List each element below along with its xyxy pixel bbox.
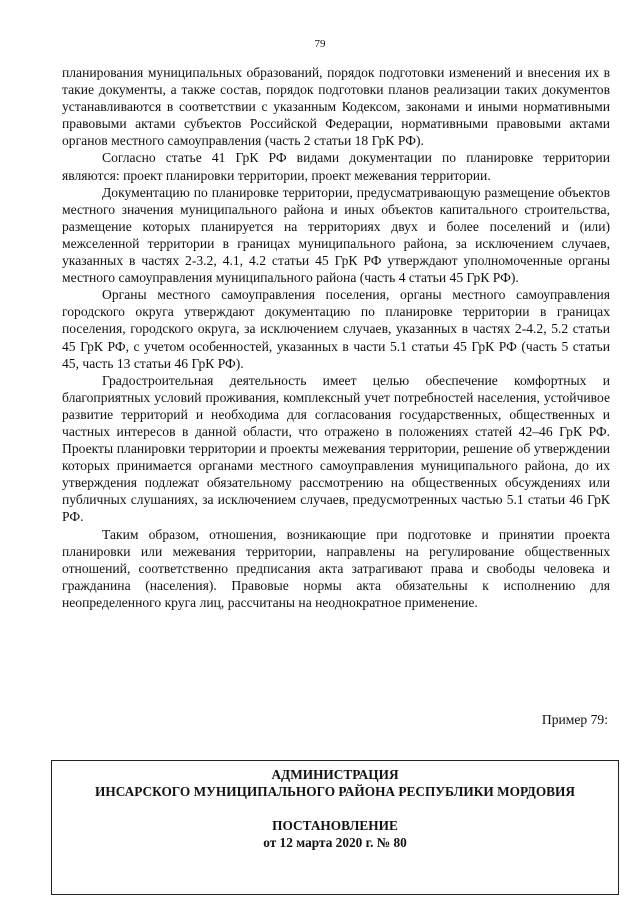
page-number: 79	[314, 38, 326, 50]
paragraph-documentation-types: Согласно статье 41 ГрК РФ видами документации по планировке территории являются: проект планировки территории, проект межевания территории.	[62, 150, 610, 183]
document-header-box	[51, 760, 619, 895]
body-text	[62, 64, 610, 611]
example-label: Пример 79:	[541, 712, 608, 727]
paragraph-conclusion: Таким образом, отношения, возникающие при подготовке и принятии проекта планировки или межевания территории, направлены на регулирование общественных отношений, соответственно предписания акта затрагивают права и свободы человека и гражданина (населения). Правовые нормы акта обязательны к исполнению для неопределенного круга лиц, рассчитаны на неоднократное применение.	[62, 526, 610, 610]
paragraph-district-approval: Документацию по планировке территории, предусматривающую размещение объектов местного значения муниципального района и иных объектов капитального строительства, размещение которых планируется на территориях двух и более поселений и (или) межселенной территории в границах муниципального района, за исключением случаев, указанных в частях 2-3.2, 4.1, 4.2 статьи 45 ГрК РФ утверждают уполномоченные органы местного самоуправления муниципального района (часть 4 статьи 45 ГрК РФ).	[62, 184, 610, 286]
org-title-line2: ИНСАРСКОГО МУНИЦИПАЛЬНОГО РАЙОНА РЕСПУБЛИКИ МОРДОВИЯ	[95, 784, 575, 799]
paragraph-settlement-approval: Органы местного самоуправления поселения, органы местного самоуправления городского округа утверждают документацию по планировке территории в границах поселения, городского округа, за исключением случаев, указанных в частях 2-4.2, 5.2 статьи 45 ГрК РФ, с учетом особенностей, указанных в части 5.1 статьи 45 ГрК РФ (часть 5 статьи 45, часть 13 статьи 46 ГрК РФ).	[62, 287, 610, 371]
org-title-line1: АДМИНИСТРАЦИЯ	[271, 767, 399, 782]
paragraph-continuation: планирования муниципальных образований, порядок подготовки изменений и внесения их в такие документы, а также состав, порядок подготовки планов реализации таких документов устанавливаются в соответствии с указанным Кодексом, законами и иными нормативными правовыми актами субъектов Российской Федерации, нормативными правовыми актами органов местного самоуправления (часть 2 статьи 18 ГрК РФ).	[62, 65, 610, 149]
document-type: ПОСТАНОВЛЕНИЕ	[272, 818, 398, 833]
paragraph-urban-planning-goals: Градостроительная деятельность имеет целью обеспечение комфортных и благоприятных условий проживания, комплексный учет потребностей населения, устойчивое развитие территорий и необходима для согласования государственных, общественных и частных интересов в данной области, что отражено в положениях статей 42–46 ГрК РФ. Проекты планировки территории и проекты межевания территории, решение об утверждении которых принимается органами местного самоуправления муниципального района, до их утверждения подлежат обязательному рассмотрению на общественных обсуждениях или публичных слушаниях, за исключением случаев, предусмотренных частью 5.1 статьи 46 ГрК РФ.	[62, 372, 610, 525]
document-date: от 12 марта 2020 г. № 80	[263, 835, 407, 850]
